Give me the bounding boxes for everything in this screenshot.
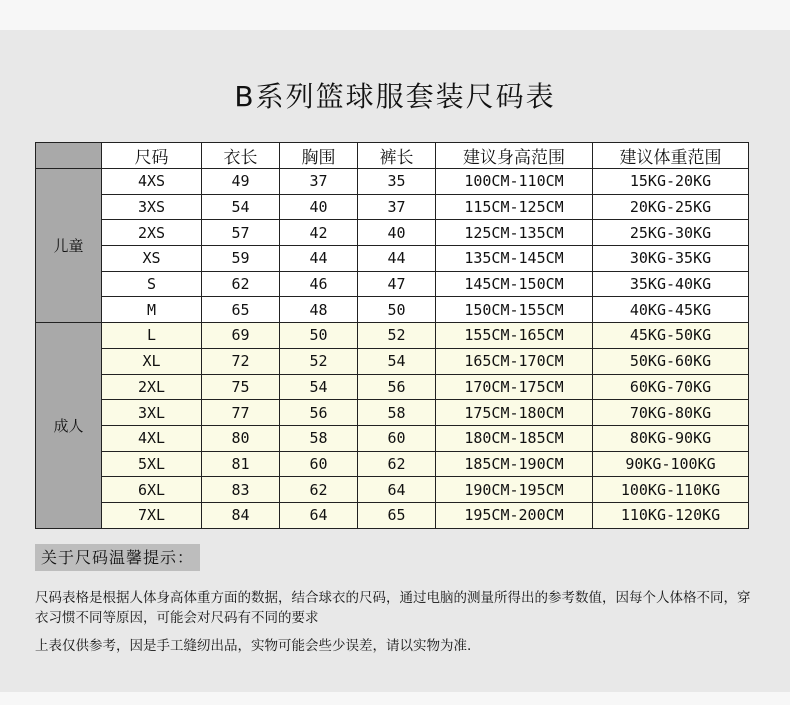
- table-cell: 3XS: [102, 194, 202, 220]
- header-chest: 胸围: [280, 143, 358, 169]
- table-cell: 83: [202, 477, 280, 503]
- table-cell: 40: [358, 220, 436, 246]
- table-cell: 57: [202, 220, 280, 246]
- table-cell: 2XS: [102, 220, 202, 246]
- table-cell: 135CM-145CM: [436, 246, 593, 272]
- table-cell: 64: [358, 477, 436, 503]
- table-cell: 50KG-60KG: [593, 348, 749, 374]
- table-cell: 145CM-150CM: [436, 271, 593, 297]
- table-cell: 15KG-20KG: [593, 169, 749, 195]
- table-cell: 40KG-45KG: [593, 297, 749, 323]
- table-cell: 80: [202, 425, 280, 451]
- table-cell: 56: [280, 400, 358, 426]
- table-cell: 77: [202, 400, 280, 426]
- table-cell: 37: [280, 169, 358, 195]
- table-cell: 52: [358, 323, 436, 349]
- table-cell: 3XL: [102, 400, 202, 426]
- table-cell: 62: [202, 271, 280, 297]
- table-row: [36, 169, 749, 195]
- table-row: [36, 271, 749, 297]
- table-cell: 40: [280, 194, 358, 220]
- table-cell: 75: [202, 374, 280, 400]
- table-cell: 110KG-120KG: [593, 502, 749, 528]
- table-cell: 42: [280, 220, 358, 246]
- table-cell: 44: [280, 246, 358, 272]
- table-cell: 58: [358, 400, 436, 426]
- table-cell: 20KG-25KG: [593, 194, 749, 220]
- table-cell: 185CM-190CM: [436, 451, 593, 477]
- table-cell: 84: [202, 502, 280, 528]
- table-row: [36, 323, 749, 349]
- table-cell: 65: [358, 502, 436, 528]
- table-cell: 37: [358, 194, 436, 220]
- table-header-row: [36, 143, 749, 169]
- table-cell: L: [102, 323, 202, 349]
- table-cell: 35KG-40KG: [593, 271, 749, 297]
- table-cell: 56: [358, 374, 436, 400]
- table-cell: 54: [358, 348, 436, 374]
- table-cell: 165CM-170CM: [436, 348, 593, 374]
- table-cell: 170CM-175CM: [436, 374, 593, 400]
- table-cell: 70KG-80KG: [593, 400, 749, 426]
- table-row: [36, 425, 749, 451]
- table-cell: 4XL: [102, 425, 202, 451]
- table-cell: 115CM-125CM: [436, 194, 593, 220]
- table-cell: 4XS: [102, 169, 202, 195]
- table-row: [36, 400, 749, 426]
- table-cell: 50: [358, 297, 436, 323]
- table-cell: 50: [280, 323, 358, 349]
- tips-note: 上表仅供参考，因是手工缝纫出品，实物可能会些少误差，请以实物为准.: [35, 638, 472, 654]
- table-cell: 35: [358, 169, 436, 195]
- page-title: B系列篮球服套装尺码表: [234, 80, 556, 113]
- table-cell: 90KG-100KG: [593, 451, 749, 477]
- table-cell: XL: [102, 348, 202, 374]
- size-chart-table: [35, 142, 749, 529]
- table-cell: 65: [202, 297, 280, 323]
- table-row: [36, 451, 749, 477]
- table-row: [36, 194, 749, 220]
- table-row: [36, 477, 749, 503]
- tips-body: 尺码表格是根据人体身高体重方面的数据，结合球衣的尺码，通过电脑的测量所得出的参考数值，因每个人体格不同，穿衣习惯不同等原因，可能会对尺码有不同的要求: [35, 590, 751, 626]
- table-cell: 52: [280, 348, 358, 374]
- table-cell: M: [102, 297, 202, 323]
- table-cell: 59: [202, 246, 280, 272]
- header-size: 尺码: [102, 143, 202, 169]
- table-cell: 49: [202, 169, 280, 195]
- table-row: [36, 502, 749, 528]
- table-cell: 7XL: [102, 502, 202, 528]
- table-cell: 25KG-30KG: [593, 220, 749, 246]
- table-cell: 5XL: [102, 451, 202, 477]
- table-cell: 64: [280, 502, 358, 528]
- table-cell: 45KG-50KG: [593, 323, 749, 349]
- header-corner: [36, 143, 102, 169]
- table-cell: 125CM-135CM: [436, 220, 593, 246]
- table-cell: 175CM-180CM: [436, 400, 593, 426]
- table-cell: 80KG-90KG: [593, 425, 749, 451]
- table-cell: 81: [202, 451, 280, 477]
- table-cell: S: [102, 271, 202, 297]
- table-cell: 54: [202, 194, 280, 220]
- header-length: 衣长: [202, 143, 280, 169]
- table-cell: 48: [280, 297, 358, 323]
- table-cell: 100KG-110KG: [593, 477, 749, 503]
- table-row: [36, 297, 749, 323]
- table-cell: XS: [102, 246, 202, 272]
- table-cell: 62: [280, 477, 358, 503]
- header-pants-length: 裤长: [358, 143, 436, 169]
- table-cell: 54: [280, 374, 358, 400]
- table-cell: 58: [280, 425, 358, 451]
- header-height-range: 建议身高范围: [436, 143, 593, 169]
- table-cell: 100CM-110CM: [436, 169, 593, 195]
- table-cell: 155CM-165CM: [436, 323, 593, 349]
- table-cell: 30KG-35KG: [593, 246, 749, 272]
- tips-label: 关于尺码温馨提示：: [35, 544, 200, 571]
- table-body: [36, 169, 749, 529]
- table-cell: 60: [358, 425, 436, 451]
- table-cell: 46: [280, 271, 358, 297]
- header-weight-range: 建议体重范围: [593, 143, 749, 169]
- table-cell: 195CM-200CM: [436, 502, 593, 528]
- table-cell: 44: [358, 246, 436, 272]
- table-row: [36, 374, 749, 400]
- table-cell: 47: [358, 271, 436, 297]
- table-cell: 2XL: [102, 374, 202, 400]
- table-row: [36, 220, 749, 246]
- table-cell: 190CM-195CM: [436, 477, 593, 503]
- table-cell: 6XL: [102, 477, 202, 503]
- table-cell: 69: [202, 323, 280, 349]
- table-row: [36, 246, 749, 272]
- table-cell: 150CM-155CM: [436, 297, 593, 323]
- group-label: 儿童: [36, 169, 102, 323]
- table-cell: 60KG-70KG: [593, 374, 749, 400]
- group-label: 成人: [36, 323, 102, 529]
- table-cell: 180CM-185CM: [436, 425, 593, 451]
- table-cell: 60: [280, 451, 358, 477]
- table-cell: 72: [202, 348, 280, 374]
- table-cell: 62: [358, 451, 436, 477]
- table-row: [36, 348, 749, 374]
